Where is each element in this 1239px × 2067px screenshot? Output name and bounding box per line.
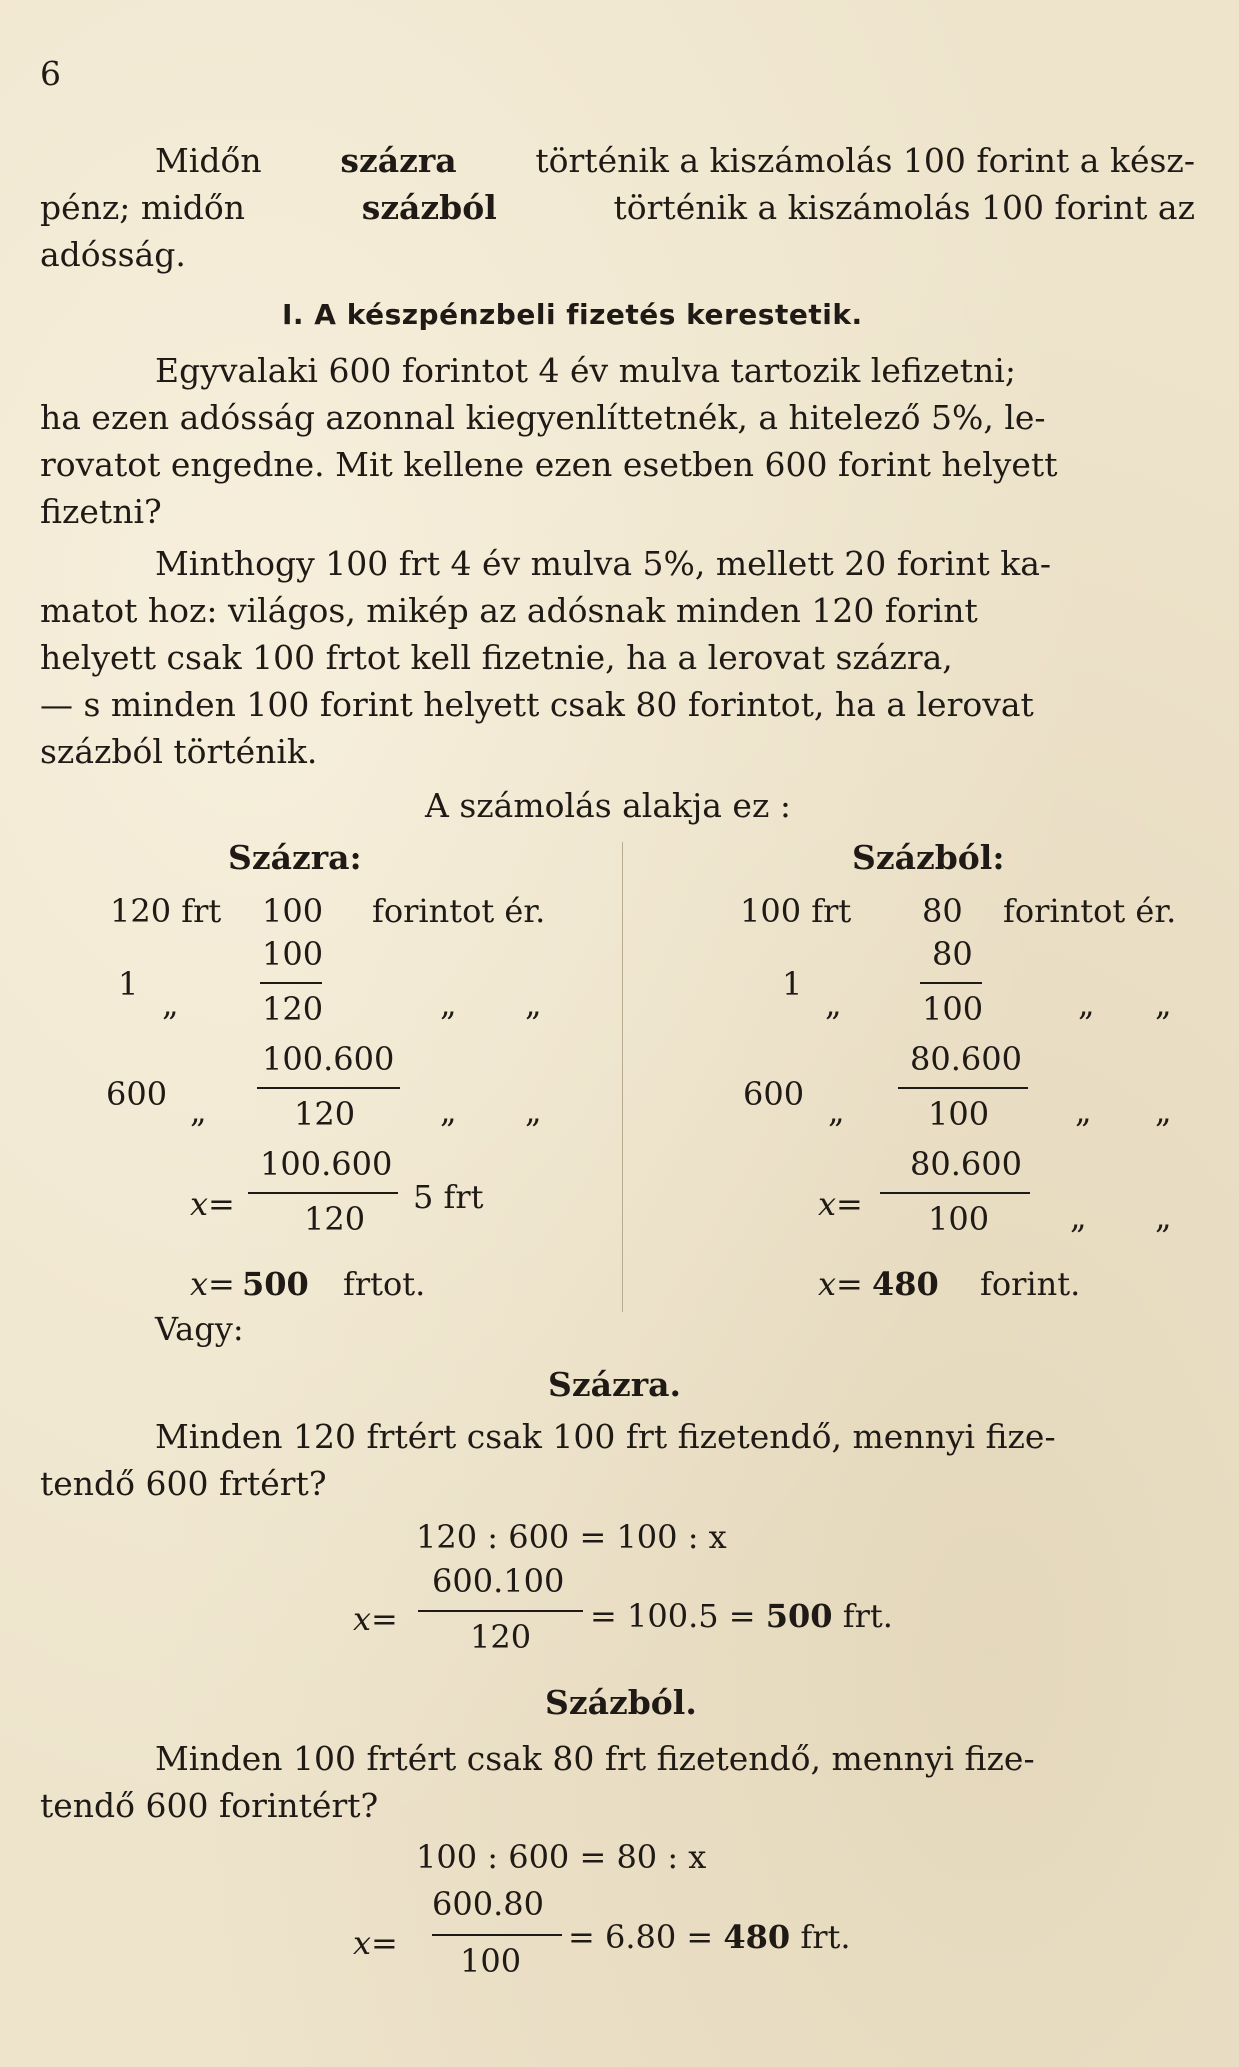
szazbol-result: 480 [723, 1918, 791, 1956]
problem-text: ha ezen adósság azonnal kiegyenlíttetnék, a hitelező 5%, le- [40, 398, 1046, 437]
right-r5-unit: forint. [980, 1265, 1081, 1303]
intro-word: pénz; midőn [40, 188, 245, 227]
right-r2-den: 100 [922, 990, 984, 1028]
szazra-unit: frt. [842, 1597, 893, 1635]
szazbol-question-2: tendő 600 forintért? [40, 1786, 379, 1825]
szazra-question-2: tendő 600 frtért? [40, 1464, 327, 1503]
vagy: Vagy: [155, 1310, 244, 1348]
right-r1-b: 80 [922, 892, 963, 930]
szazbol-num: 600.80 [432, 1885, 544, 1923]
szazra-num: 600.100 [432, 1562, 565, 1600]
left-r5-unit: frtot. [343, 1265, 426, 1303]
problem-line-2 [40, 394, 1195, 441]
left-r3-d2: „ [525, 1092, 542, 1130]
solution-line-1: Minthogy 100 frt 4 év mulva 5%, mellett 20 forint ka- [155, 544, 1052, 583]
szazra-proportion: 120 : 600 = 100 : x [416, 1518, 727, 1556]
szazbol-unit: frt. [800, 1918, 851, 1956]
problem-text: Egyvalaki 600 forintot 4 év mulva tartozik lefizetni; [155, 351, 1016, 390]
intro-word: Midőn [155, 141, 262, 180]
right-r2-fraction-bar [920, 982, 982, 984]
left-r3-d1: „ [440, 1092, 457, 1130]
section-heading: I. A készpénzbeli fizetés kerestetik. [282, 298, 863, 331]
szazbol-x: x= [353, 1924, 398, 1962]
right-r1-a: 100 frt [740, 892, 852, 930]
left-r5-x: x= [190, 1265, 235, 1303]
szazbol-rest-text: = 6.80 = [568, 1918, 724, 1956]
left-r1-b: 100 [262, 892, 324, 930]
szazra-rest [590, 1597, 893, 1635]
left-r2-a: 1 [118, 965, 139, 1003]
left-r4-suffix: 5 frt [413, 1178, 484, 1216]
right-r5-val: 480 [872, 1265, 939, 1303]
intro-emph-szazra: százra [340, 141, 457, 180]
left-r4-x: x= [190, 1185, 235, 1223]
left-r2-d2: „ [525, 985, 542, 1023]
right-r3-q: „ [828, 1092, 845, 1130]
szazra-rest-text: = 100.5 = [590, 1597, 766, 1635]
left-r3-num: 100.600 [262, 1040, 395, 1078]
left-r3-den: 120 [294, 1095, 356, 1133]
right-r3-num: 80.600 [910, 1040, 1022, 1078]
szazra-question-1: Minden 120 frtért csak 100 frt fizetendő, mennyi fize- [155, 1417, 1056, 1456]
intro-line-1 [155, 137, 1195, 184]
szazbol-question-1: Minden 100 frtért csak 80 frt fizetendő, mennyi fize- [155, 1739, 1035, 1778]
szazbol-proportion: 100 : 600 = 80 : x [416, 1838, 707, 1876]
szazra-heading: Százra. [548, 1365, 681, 1404]
right-r3-a: 600 [743, 1075, 805, 1113]
left-r2-d1: „ [440, 985, 457, 1023]
szazbol-rest [568, 1918, 851, 1956]
left-r2-num: 100 [262, 935, 324, 973]
right-r3-den: 100 [928, 1095, 990, 1133]
right-r2-num: 80 [932, 935, 973, 973]
solution-line-3: helyett csak 100 frtot kell fizetnie, ha a lerovat százra, [40, 638, 953, 677]
right-heading: Százból: [852, 838, 1005, 877]
left-r2-fraction-bar [260, 982, 322, 984]
left-r3-q: „ [190, 1092, 207, 1130]
left-r3-a: 600 [106, 1075, 168, 1113]
right-r2-d2: „ [1155, 985, 1172, 1023]
solution-line-2: matot hoz: világos, mikép az adósnak minden 120 forint [40, 591, 978, 630]
page-number: 6 [40, 54, 61, 93]
szazra-result: 500 [765, 1597, 833, 1635]
szazra-x: x= [353, 1600, 398, 1638]
right-r4-d2: „ [1155, 1198, 1172, 1236]
right-r4-d1: „ [1070, 1198, 1087, 1236]
right-r3-fraction-bar [898, 1087, 1028, 1089]
problem-text: rovatot engedne. Mit kellene ezen esetben 600 forint helyett [40, 445, 1058, 484]
column-divider [622, 842, 623, 1312]
intro-text: történik a kiszámolás 100 forint a kész- [535, 141, 1195, 180]
left-r4-num: 100.600 [260, 1145, 393, 1183]
szazbol-den: 100 [460, 1942, 522, 1980]
intro-emph-szazbol: százból [361, 188, 497, 227]
right-r2-a: 1 [782, 965, 803, 1003]
right-r3-d2: „ [1155, 1092, 1172, 1130]
szazbol-heading: Százból. [545, 1683, 697, 1722]
right-r2-q: „ [825, 985, 842, 1023]
problem-line-3 [40, 441, 1195, 488]
left-r5-val: 500 [242, 1265, 309, 1303]
right-r4-x: x= [818, 1185, 863, 1223]
problem-line-4: fizetni? [40, 492, 162, 531]
right-r4-den: 100 [928, 1200, 990, 1238]
left-r4-den: 120 [304, 1200, 366, 1238]
right-r4-num: 80.600 [910, 1145, 1022, 1183]
right-r3-d1: „ [1075, 1092, 1092, 1130]
left-heading: Százra: [228, 838, 362, 877]
left-r3-fraction-bar [257, 1087, 400, 1089]
intro-line-3: adósság. [40, 235, 186, 274]
szazra-den: 120 [470, 1618, 532, 1656]
right-r1-c: forintot ér. [1003, 892, 1177, 930]
szazra-fraction-bar [418, 1610, 583, 1612]
intro-text: történik a kiszámolás 100 forint az [613, 188, 1195, 227]
problem-line-1 [155, 347, 1195, 394]
solution-line-4: — s minden 100 forint helyett csak 80 forintot, ha a lerovat [40, 685, 1034, 724]
left-r1-c: forintot ér. [372, 892, 546, 930]
form-intro: A számolás alakja ez : [425, 786, 791, 825]
left-r1-a: 120 frt [110, 892, 222, 930]
left-r2-den: 120 [262, 990, 324, 1028]
right-r2-d1: „ [1078, 985, 1095, 1023]
right-r5-x: x= [818, 1265, 863, 1303]
right-r4-fraction-bar [880, 1192, 1030, 1194]
left-r2-q: „ [162, 985, 179, 1023]
left-r4-fraction-bar [248, 1192, 398, 1194]
solution-line-5: százból történik. [40, 732, 318, 771]
intro-line-2 [40, 184, 1195, 231]
szazbol-fraction-bar [432, 1934, 562, 1936]
